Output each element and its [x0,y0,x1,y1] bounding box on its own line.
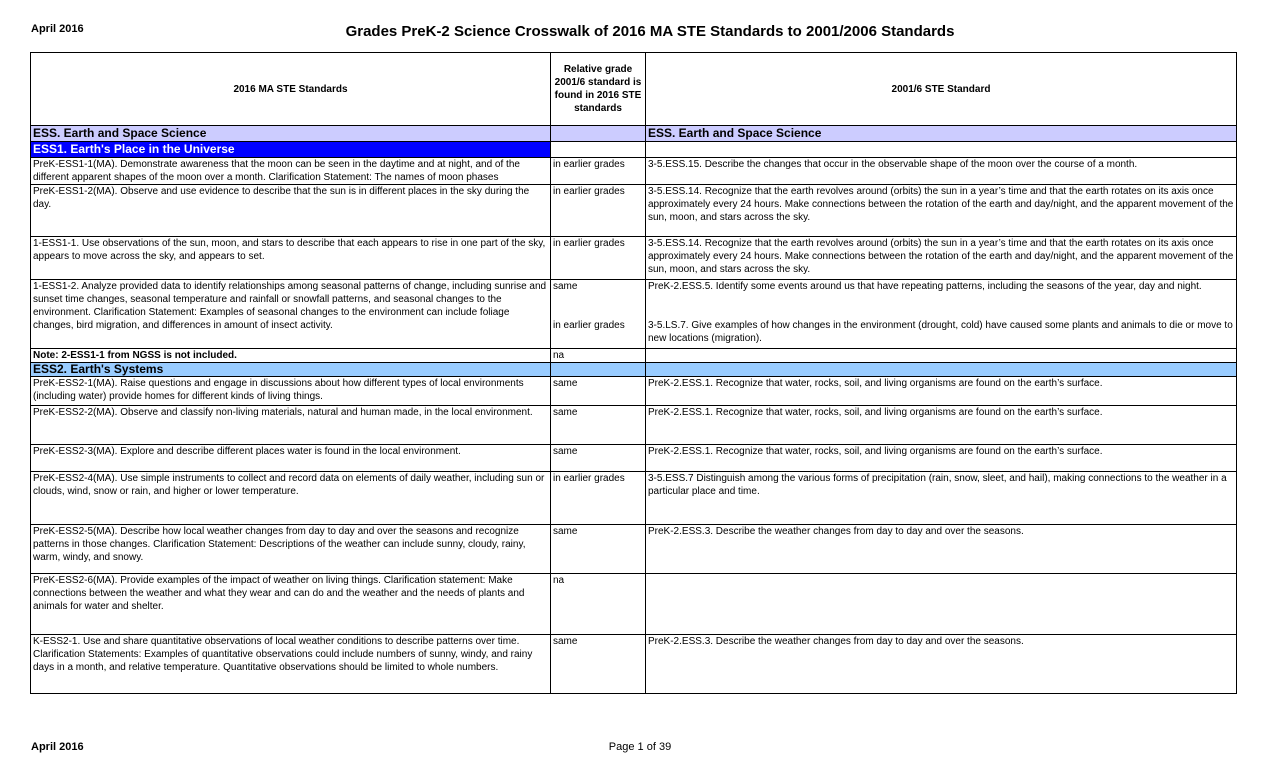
table-row [31,574,1237,635]
old-standard-cell: 3-5.ESS.15. Describe the changes that occur in the observable shape of the moon over the course of a month. [646,158,1237,185]
section-label: ESS. Earth and Space Science [31,126,551,142]
table-row [31,406,1237,445]
standard-cell: K-ESS2-1. Use and share quantitative observations of local weather conditions to describe patterns over time. Clarification Statements: Examples of quantitative observations could include numbers of sunny, windy, and rainy days in a month, and relative temperature. Quantitative observations should be limited to whole numbers. [31,635,551,694]
col-header-relative-grade: Relative grade 2001/6 standard is found in 2016 STE standards [551,53,646,126]
standard-cell: PreK-ESS2-1(MA). Raise questions and engage in discussions about how different types of local environments (including water) provide homes for different kinds of living things. [31,377,551,406]
section-row-ess [31,126,1237,142]
standard-cell: PreK-ESS2-2(MA). Observe and classify non-living materials, natural and human made, in the local environment. [31,406,551,445]
old-standard-cell: PreK-2.ESS.1. Recognize that water, rocks, soil, and living organisms are found on the earth’s surface. [646,445,1237,472]
old-standard-cell [646,349,1237,363]
grade-cell: same [551,280,646,319]
grade-cell: same [551,635,646,694]
subsection-label: ESS1. Earth's Place in the Universe [31,142,551,158]
col-header-2001-standard: 2001/6 STE Standard [646,53,1237,126]
table-row [31,445,1237,472]
grade-cell: in earlier grades [551,472,646,525]
table-row [31,158,1237,185]
footer-date: April 2016 [31,741,84,753]
section-row-ess2 [31,363,1237,377]
grade-cell: same [551,377,646,406]
old-standard-cell: PreK-2.ESS.1. Recognize that water, rocks, soil, and living organisms are found on the earth’s surface. [646,406,1237,445]
standard-cell: PreK-ESS2-3(MA). Explore and describe different places water is found in the local environment. [31,445,551,472]
table-row [31,377,1237,406]
old-standard-cell: PreK-2.ESS.3. Describe the weather changes from day to day and over the seasons. [646,635,1237,694]
old-standard-cell: PreK-2.ESS.5. Identify some events around us that have repeating patterns, including the seasons of the year, day and night. [646,280,1237,319]
standard-cell: PreK-ESS1-2(MA). Observe and use evidence to describe that the sun is in different places in the sky during the day. [31,185,551,237]
page-number: Page 1 of 39 [608,741,672,753]
table-row [31,237,1237,280]
grade-cell: in earlier grades [551,237,646,280]
crosswalk-table [30,52,1237,694]
section-row-ess1 [31,142,1237,158]
table-header-row [31,53,1237,126]
old-standard-cell: PreK-2.ESS.3. Describe the weather changes from day to day and over the seasons. [646,525,1237,574]
old-standard-cell: 3-5.ESS.14. Recognize that the earth revolves around (orbits) the sun in a year’s time and that the earth rotates on its axis once approximately every 24 hours. Make connections between the rotation of the earth and day/night, and the apparent movement of the sun, moon, and stars across the sky. [646,237,1237,280]
old-standard-cell: 3-5.ESS.7 Distinguish among the various forms of precipitation (rain, snow, sleet, and hail), making connections to the weather in a particular place and time. [646,472,1237,525]
table-row [31,349,1237,363]
table-row [31,472,1237,525]
page-title: Grades PreK-2 Science Crosswalk of 2016 MA STE Standards to 2001/2006 Standards [345,23,955,40]
col-header-2016-standards: 2016 MA STE Standards [31,53,551,126]
subsection-empty-cell [551,363,646,377]
grade-cell: in earlier grades [551,185,646,237]
standard-cell: PreK-ESS2-4(MA). Use simple instruments to collect and record data on elements of daily weather, including sun or clouds, wind, snow or rain, and higher or lower temperature. [31,472,551,525]
table-row [31,280,1237,319]
standard-cell: PreK-ESS2-5(MA). Describe how local weather changes from day to day and over the seasons and recognize patterns in those changes. Clarification Statement: Descriptions of the weather can include sunny, cloudy, rainy, warm, windy, and snowy. [31,525,551,574]
subsection-empty-cell [551,142,646,158]
old-standard-cell: 3-5.ESS.14. Recognize that the earth revolves around (orbits) the sun in a year’s time and that the earth rotates on its axis once approximately every 24 hours. Make connections between the rotation of the earth and day/night, and the apparent movement of the sun, moon, and stars across the sky. [646,185,1237,237]
subsection-label: ESS2. Earth's Systems [31,363,551,377]
table-row [31,185,1237,237]
table-row [31,635,1237,694]
standard-cell: 1-ESS1-2. Analyze provided data to identify relationships among seasonal patterns of change, including sunrise and sunset time changes, seasonal temperature and rainfall or snowfall patterns, and seasonal changes to the environment. Clarification Statement: Examples of seasonal changes to the environment can include foliage changes, bird migration, and differences in amount of insect activity. [31,280,551,349]
standard-cell: 1-ESS1-1. Use observations of the sun, moon, and stars to describe that each appears to rise in one part of the sky, appears to move across the sky, and appears to set. [31,237,551,280]
section-label: ESS. Earth and Space Science [646,126,1237,142]
grade-cell: in earlier grades [551,319,646,349]
old-standard-cell: PreK-2.ESS.1. Recognize that water, rocks, soil, and living organisms are found on the earth’s surface. [646,377,1237,406]
grade-cell: same [551,445,646,472]
old-standard-cell [646,574,1237,635]
subsection-empty-cell [646,142,1237,158]
grade-cell: na [551,349,646,363]
section-empty-cell [551,126,646,142]
header-date: April 2016 [31,23,84,35]
standard-cell: PreK-ESS1-1(MA). Demonstrate awareness that the moon can be seen in the daytime and at night, and of the different apparent shapes of the moon over a month. Clarification Statement: The names of moon phases [31,158,551,185]
grade-cell: same [551,406,646,445]
grade-cell: na [551,574,646,635]
subsection-empty-cell [646,363,1237,377]
grade-cell: in earlier grades [551,158,646,185]
table-row [31,525,1237,574]
standard-cell: PreK-ESS2-6(MA). Provide examples of the impact of weather on living things. Clarification statement: Make connections between the weather and what they wear and can do and the weather and the needs of plants and animals for water and shelter. [31,574,551,635]
grade-cell: same [551,525,646,574]
note-cell: Note: 2-ESS1-1 from NGSS is not included. [31,349,551,363]
old-standard-cell: 3-5.LS.7. Give examples of how changes in the environment (drought, cold) have caused some plants and animals to die or move to new locations (migration). [646,319,1237,349]
